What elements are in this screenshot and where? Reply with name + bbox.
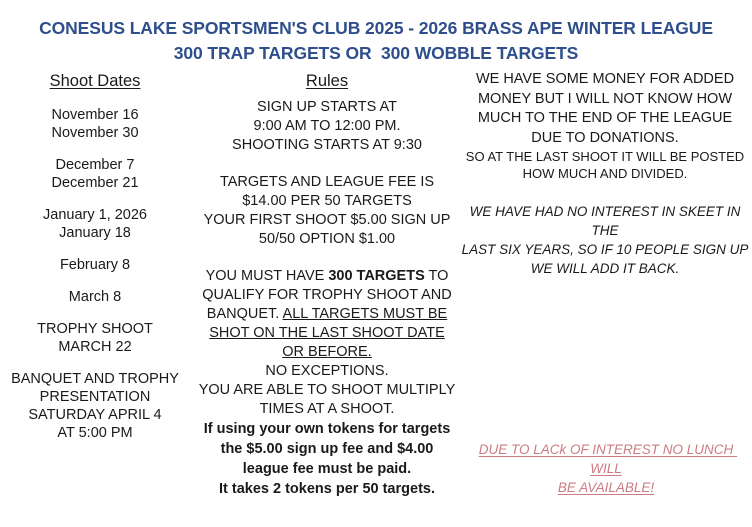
trophy-shoot-info [0,320,190,356]
no-lunch-note [462,440,750,497]
banquet-line: BANQUET AND TROPHY [11,371,179,387]
shoot-date-item: March 8 [68,289,122,305]
money-posting-line: HOW MUCH AND DIVIDED. [522,166,688,181]
shoot-date-item: January 1, 2026 [43,207,147,223]
rules-heading: Rules [305,72,349,90]
shoot-dates-column [0,70,190,442]
shoot-date-item: December 21 [51,175,139,191]
shoot-dates-february [0,256,190,274]
money-line: WE HAVE SOME MONEY FOR ADDED [475,71,735,87]
deadline-emphasis: SHOT ON THE LAST SHOOT DATE [209,325,445,341]
no-lunch-line: DUE TO LACk OF INTEREST NO LUNCH WILL [478,442,738,476]
signup-line: 9:00 AM TO 12:00 PM. [253,118,401,134]
shoot-date-item: February 8 [59,257,131,273]
shoot-dates-january [0,206,190,242]
signup-line: SIGN UP STARTS AT [257,99,397,115]
rules-qualify-block [196,267,458,419]
trophy-shoot-date: MARCH 22 [58,339,132,355]
qualify-text-post: TO [424,268,449,284]
rules-signup-block [196,98,458,155]
rules-column [196,70,458,499]
fees-line: $14.00 PER 50 TARGETS [242,193,412,209]
fees-line: YOUR FIRST SHOOT $5.00 SIGN UP [203,212,451,228]
no-lunch-line: BE AVAILABLE! [557,480,655,495]
banquet-info [0,370,190,442]
tokens-line: league fee must be paid. [242,461,412,477]
shoot-dates-march [0,288,190,306]
flyer-title [0,16,752,66]
qualify-line [196,267,458,286]
shoot-dates-heading: Shoot Dates [49,72,141,90]
shoot-date-item: December 7 [55,157,135,173]
money-posting-line: SO AT THE LAST SHOOT IT WILL BE POSTED [465,149,745,164]
added-money-posting-note [458,148,752,182]
qualify-text-pre: YOU MUST HAVE [205,268,329,284]
qualify-line [196,324,458,343]
qualify-line: YOU ARE ABLE TO SHOOT MULTIPLY [198,382,456,398]
banquet-line: PRESENTATION [39,389,151,405]
deadline-emphasis: ALL TARGETS MUST BE [282,306,448,322]
shoot-date-item: November 30 [51,125,139,141]
shoot-dates-november [0,106,190,142]
money-line: DUE TO DONATIONS. [531,129,679,146]
money-line: MUCH TO THE END OF THE LEAGUE [477,110,733,126]
skeet-line: LAST SIX YEARS, SO IF 10 PEOPLE SIGN UP [461,242,749,257]
banquet-time: AT 5:00 PM [57,425,133,441]
shoot-date-item: November 16 [51,107,139,123]
target-count-emphasis: 300 TARGETS [328,268,425,284]
shoot-date-item: January 18 [59,225,131,241]
shoot-dates-december [0,156,190,192]
rules-tokens-block [196,419,458,499]
tokens-line: the $5.00 sign up fee and $4.00 [220,441,434,457]
tokens-line: If using your own tokens for targets [203,421,451,437]
skeet-line: WE WILL ADD IT BACK. [530,261,680,276]
title-line-2: 300 TRAP TARGETS OR 300 WOBBLE TARGETS [173,43,579,63]
banquet-text: BANQUET. [206,306,283,322]
signup-line: SHOOTING STARTS AT 9:30 [232,137,422,153]
added-money-note [458,70,752,148]
skeet-line: WE HAVE HAD NO INTEREST IN SKEET IN THE [469,204,745,238]
qualify-line: TIMES AT A SHOOT. [259,401,395,417]
fees-line: TARGETS AND LEAGUE FEE IS [219,174,435,190]
spacer [196,155,458,173]
qualify-line [196,343,458,362]
notes-column [458,70,752,278]
banquet-date: SATURDAY APRIL 4 [28,407,162,423]
rules-fees-block [196,173,458,249]
skeet-note [458,202,752,278]
spacer [196,249,458,267]
deadline-emphasis: OR BEFORE. [282,344,372,360]
trophy-shoot-label: TROPHY SHOOT [37,321,153,337]
title-line-1: CONESUS LAKE SPORTSMEN'S CLUB 2025 - 2026 BRASS APE WINTER LEAGUE [39,18,713,38]
fees-line: 50/50 OPTION $1.00 [258,231,396,247]
qualify-line: NO EXCEPTIONS. [265,363,389,379]
qualify-line [196,305,458,324]
money-line: MONEY BUT I WILL NOT KNOW HOW [477,90,733,107]
qualify-line: QUALIFY FOR TROPHY SHOOT AND [202,287,452,303]
tokens-line: It takes 2 tokens per 50 targets. [219,481,435,497]
